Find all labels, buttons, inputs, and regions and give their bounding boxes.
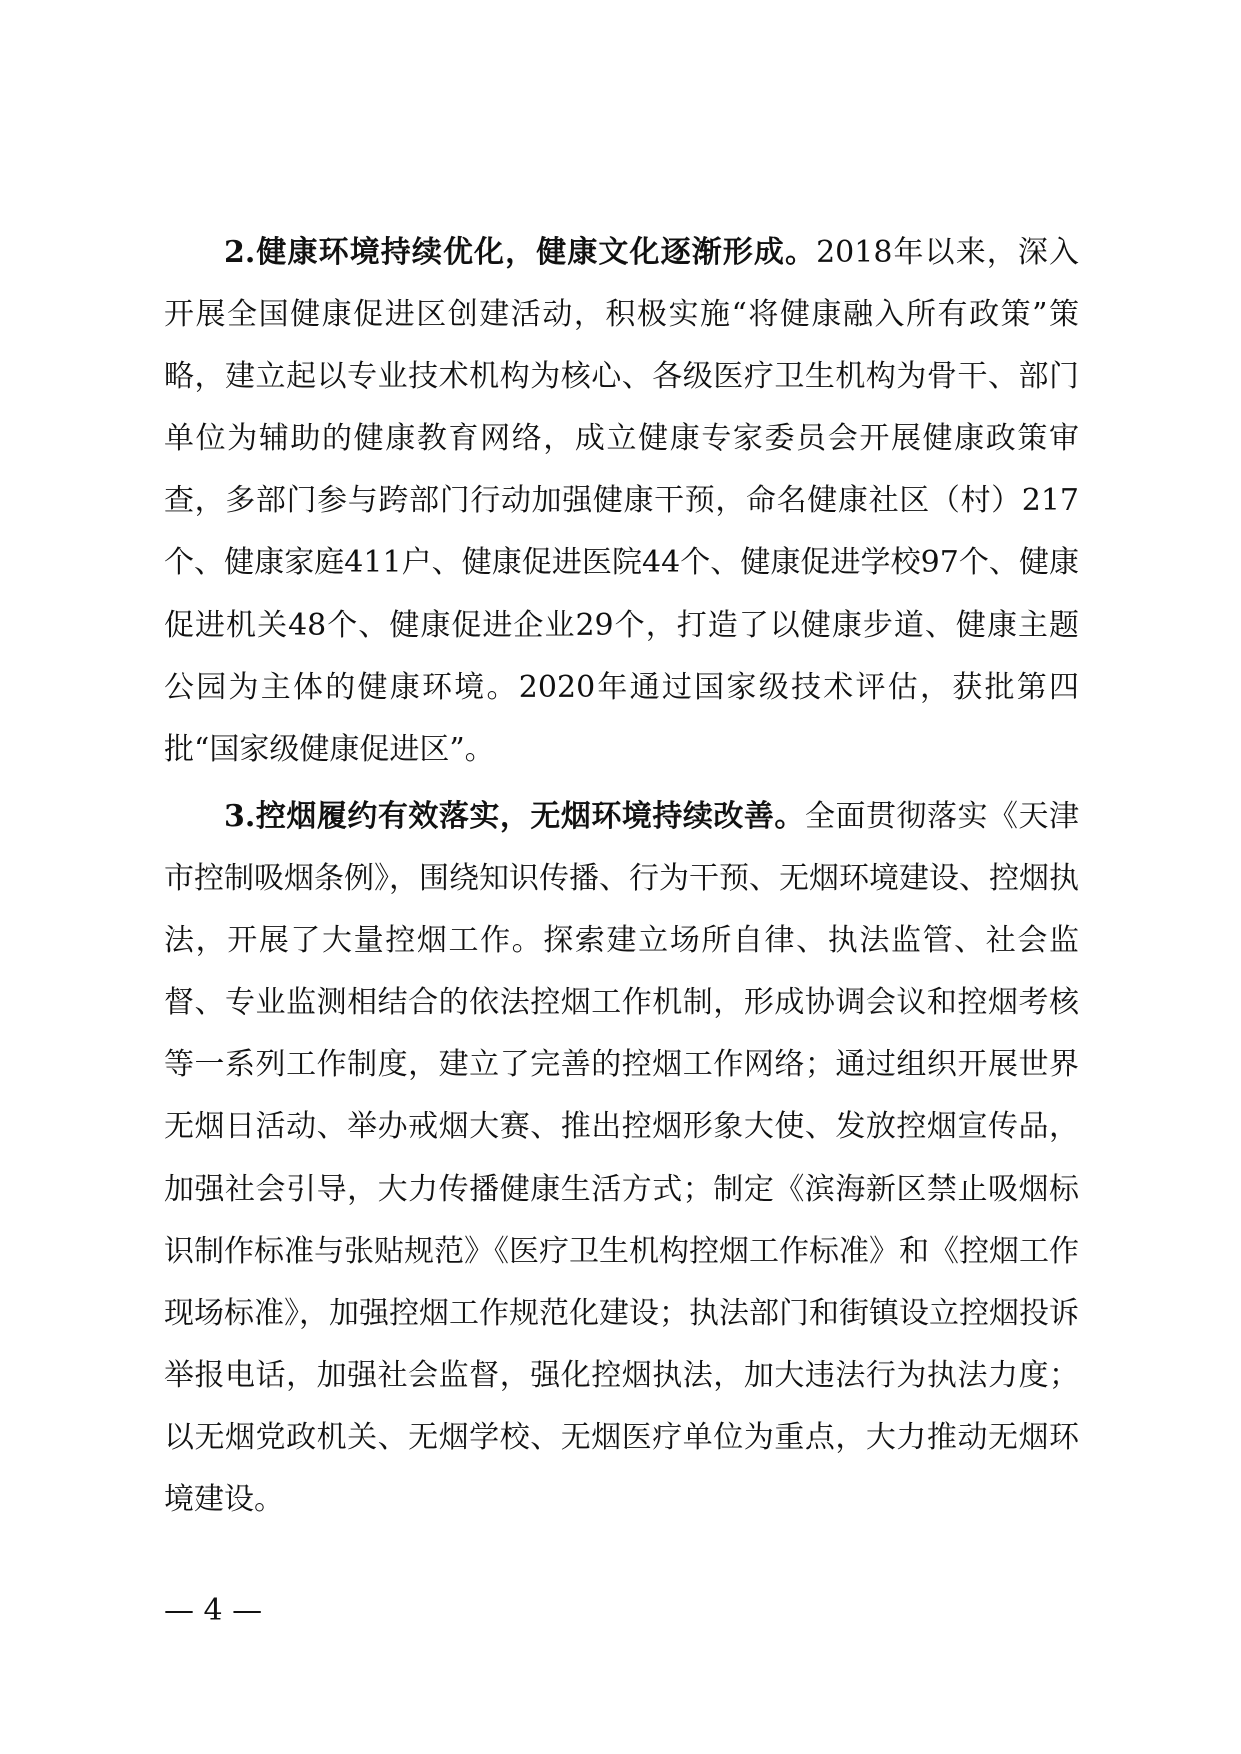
paragraph-heading: 2.健康环境持续优化，健康文化逐渐形成。 xyxy=(224,235,817,270)
paragraph-body: 2018年以来，深入开展全国健康促进区创建活动，积极实施“将健康融入所有政策”策略，建立起以专业技术机构为核心、各级医疗卫生机构为骨干、部门单位为辅助的健康教育网络，成立健康专家委员会开展健康政策审查，多部门参与跨部门行动加强健康干预，命名健康社区（村）217个、健康家庭411户、健康促进医院44个、健康促进学校97个、健康促进机关48个、健康促进企业29个，打造了以健康步道、健康主题公园为主体的健康环境。2020年通过国家级技术评估，获批第四批“国家级健康促进区”。 xyxy=(164,235,1079,767)
paragraph-body: 全面贯彻落实《天津市控制吸烟条例》，围绕知识传播、行为干预、无烟环境建设、控烟执法，开展了大量控烟工作。探索建立场所自律、执法监管、社会监督、专业监测相结合的依法控烟工作机制，形成协调会议和控烟考核等一系列工作制度，建立了完善的控烟工作网络；通过组织开展世界无烟日活动、举办戒烟大赛、推出控烟形象大使、发放控烟宣传品，加强社会引导，大力传播健康生活方式；制定《滨海新区禁止吸烟标识制作标准与张贴规范》《医疗卫生机构控烟工作标准》和《控烟工作现场标准》，加强控烟工作规范化建设；执法部门和街镇设立控烟投诉举报电话，加强社会监督，强化控烟执法，加大违法行为执法力度；以无烟党政机关、无烟学校、无烟医疗单位为重点，大力推动无烟环境建设。 xyxy=(164,799,1080,1518)
paragraph-heading: 3.控烟履约有效落实，无烟环境持续改善。 xyxy=(224,799,805,834)
paragraph-health-environment xyxy=(164,222,1079,781)
paragraph-tobacco-control xyxy=(164,786,1079,1531)
page-number: — 4 — xyxy=(164,1593,263,1628)
